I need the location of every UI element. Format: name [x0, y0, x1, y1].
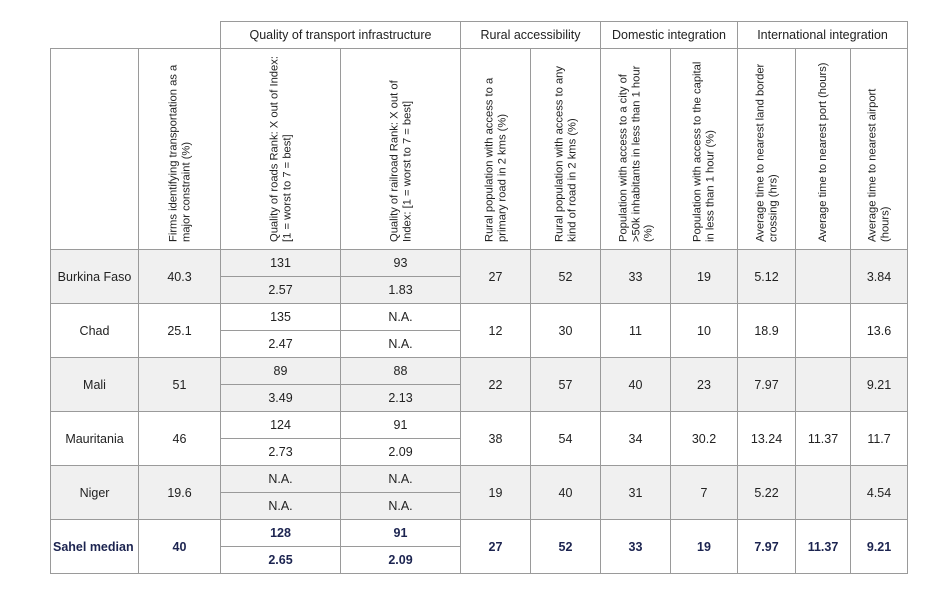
firms-cell: 40 [139, 520, 221, 574]
table-row [51, 358, 908, 385]
firms-cell: 51 [139, 358, 221, 412]
roads-index-cell: 2.57 [221, 277, 341, 304]
roads-rank-cell: 128 [221, 520, 341, 547]
port-cell [796, 466, 851, 520]
rural-any-cell: 40 [531, 466, 601, 520]
roads-index-cell: 2.65 [221, 547, 341, 574]
col-header-city-label: Population with access to a city of >50k inhabitants in less than 1 hour (%) [616, 65, 654, 242]
airport-cell: 13.6 [851, 304, 908, 358]
col-header-airport-label: Average time to nearest airport (hours) [866, 88, 892, 242]
airport-cell: 3.84 [851, 250, 908, 304]
rail-rank-cell: 91 [341, 520, 461, 547]
group-header-domestic: Domestic integration [601, 22, 738, 49]
rural-primary-cell: 12 [461, 304, 531, 358]
capital-cell: 30.2 [671, 412, 738, 466]
rural-primary-cell: 27 [461, 520, 531, 574]
rail-index-cell: N.A. [341, 493, 461, 520]
rail-rank-cell: 91 [341, 412, 461, 439]
col-header-roads-label: Quality of roads Rank: X out of Index: [1 = worst to 7 = best] [268, 56, 293, 242]
land-border-cell: 7.97 [738, 520, 796, 574]
firms-cell: 40.3 [139, 250, 221, 304]
roads-rank-cell: N.A. [221, 466, 341, 493]
city-cell: 40 [601, 358, 671, 412]
port-cell: 11.37 [796, 412, 851, 466]
city-cell: 33 [601, 520, 671, 574]
port-cell: 11.37 [796, 520, 851, 574]
table-row [51, 466, 908, 493]
col-header-capital [671, 49, 738, 250]
firms-cell: 19.6 [139, 466, 221, 520]
col-header-port-label: Average time to nearest port (hours) [816, 62, 829, 242]
capital-cell: 10 [671, 304, 738, 358]
table-row [51, 412, 908, 439]
roads-rank-cell: 124 [221, 412, 341, 439]
city-cell: 33 [601, 250, 671, 304]
roads-rank-cell: 131 [221, 250, 341, 277]
rail-rank-cell: N.A. [341, 466, 461, 493]
rail-index-cell: 1.83 [341, 277, 461, 304]
group-header-rural: Rural accessibility [461, 22, 601, 49]
rail-index-cell: 2.09 [341, 547, 461, 574]
col-header-roads [221, 49, 341, 250]
rural-primary-cell: 38 [461, 412, 531, 466]
land-border-cell: 7.97 [738, 358, 796, 412]
col-header-airport [851, 49, 908, 250]
col-header-rural-primary [461, 49, 531, 250]
group-header-international: International integration [738, 22, 908, 49]
port-cell [796, 250, 851, 304]
col-header-capital-label: Population with access to the capital in less than 1 hour (%) [691, 61, 716, 242]
table-row-median [51, 520, 908, 547]
country-cell: Niger [51, 466, 139, 520]
port-cell [796, 304, 851, 358]
col-header-firms [139, 49, 221, 250]
country-header-blank [51, 49, 139, 250]
transport-infrastructure-table [50, 21, 908, 574]
country-cell: Mauritania [51, 412, 139, 466]
rail-index-cell: 2.13 [341, 385, 461, 412]
rail-index-cell: N.A. [341, 331, 461, 358]
col-header-rural-any [531, 49, 601, 250]
col-header-port [796, 49, 851, 250]
col-header-rail-label: Quality of railroad Rank: X out of Index: [1 = worst to 7 = best] [388, 80, 413, 242]
country-cell: Chad [51, 304, 139, 358]
land-border-cell: 5.12 [738, 250, 796, 304]
capital-cell: 23 [671, 358, 738, 412]
airport-cell: 11.7 [851, 412, 908, 466]
roads-index-cell: 2.73 [221, 439, 341, 466]
col-header-land-border-label: Average time to nearest land border crossing (hrs) [754, 63, 779, 242]
capital-cell: 19 [671, 250, 738, 304]
capital-cell: 19 [671, 520, 738, 574]
land-border-cell: 5.22 [738, 466, 796, 520]
city-cell: 34 [601, 412, 671, 466]
col-header-rural-any-label: Rural population with access to any kind of road in 2 kms (%) [553, 66, 578, 242]
city-cell: 11 [601, 304, 671, 358]
firms-cell: 25.1 [139, 304, 221, 358]
airport-cell: 9.21 [851, 520, 908, 574]
rural-any-cell: 30 [531, 304, 601, 358]
col-header-city [601, 49, 671, 250]
table-row [51, 304, 908, 331]
country-cell: Sahel median [51, 520, 139, 574]
rural-primary-cell: 22 [461, 358, 531, 412]
roads-rank-cell: 135 [221, 304, 341, 331]
roads-index-cell: 3.49 [221, 385, 341, 412]
roads-index-cell: N.A. [221, 493, 341, 520]
rural-any-cell: 54 [531, 412, 601, 466]
rural-any-cell: 52 [531, 520, 601, 574]
airport-cell: 4.54 [851, 466, 908, 520]
airport-cell: 9.21 [851, 358, 908, 412]
rail-rank-cell: 88 [341, 358, 461, 385]
col-header-land-border [738, 49, 796, 250]
rail-rank-cell: N.A. [341, 304, 461, 331]
capital-cell: 7 [671, 466, 738, 520]
country-cell: Mali [51, 358, 139, 412]
col-header-rail [341, 49, 461, 250]
rail-rank-cell: 93 [341, 250, 461, 277]
city-cell: 31 [601, 466, 671, 520]
roads-index-cell: 2.47 [221, 331, 341, 358]
col-header-rural-primary-label: Rural population with access to a primary road in 2 kms (%) [483, 77, 508, 242]
rail-index-cell: 2.09 [341, 439, 461, 466]
land-border-cell: 18.9 [738, 304, 796, 358]
rural-primary-cell: 19 [461, 466, 531, 520]
rural-primary-cell: 27 [461, 250, 531, 304]
port-cell [796, 358, 851, 412]
firms-cell: 46 [139, 412, 221, 466]
rural-any-cell: 52 [531, 250, 601, 304]
group-header-transport: Quality of transport infrastructure [221, 22, 461, 49]
col-header-firms-label: Firms identifying transportation as a major constraint (%) [167, 64, 192, 242]
land-border-cell: 13.24 [738, 412, 796, 466]
rural-any-cell: 57 [531, 358, 601, 412]
country-cell: Burkina Faso [51, 250, 139, 304]
corner-blank [51, 22, 221, 49]
table-row [51, 250, 908, 277]
roads-rank-cell: 89 [221, 358, 341, 385]
